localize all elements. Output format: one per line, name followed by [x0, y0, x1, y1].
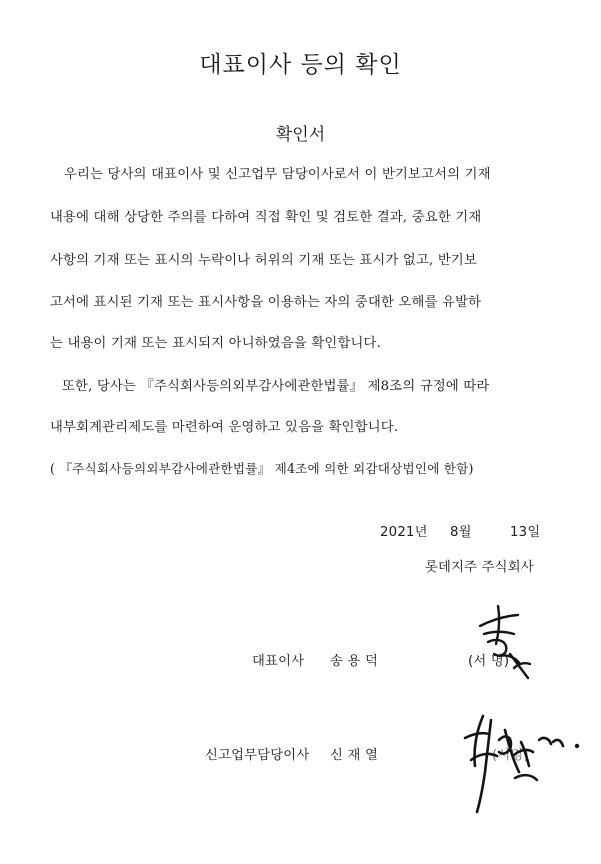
note-line: ( 『주식회사등의외부감사에관한법률』 제4조에 의한 외감대상법인에 한함)	[50, 461, 474, 476]
paragraph-line: 는 내용이 기재 또는 표시되지 아니하였음을 확인합니다.	[50, 336, 382, 351]
date-day: 13일	[510, 525, 541, 540]
paragraph-line: 내부회계관리제도를 마련하여 운영하고 있음을 확인합니다.	[50, 420, 399, 435]
signature-placeholder: (서 명)	[468, 654, 510, 669]
company-name: 롯데지주 주식회사	[425, 560, 534, 575]
paragraph-line: 우리는 당사의 대표이사 및 신고업무 담당이사로서 이 반기보고서의 기재	[64, 167, 491, 182]
paragraph-line: 고서에 표시된 기재 또는 표시사항을 이용하는 자의 중대한 오해를 유발하	[50, 295, 482, 310]
signer-name: 신 재 열	[330, 748, 378, 763]
signer-role: 신고업무담당이사	[205, 748, 310, 763]
date-year: 2021년	[380, 525, 428, 540]
paragraph-line: 내용에 대해 상당한 주의를 다하여 직접 확인 및 검토한 결과, 중요한 기재	[50, 210, 482, 225]
section-title: 확인서	[275, 125, 326, 145]
date-month: 8월	[450, 525, 472, 540]
signer-role: 대표이사	[252, 654, 305, 669]
handwritten-signature	[470, 598, 540, 683]
signature-placeholder: (서명)	[492, 748, 529, 763]
handwritten-signature	[455, 700, 590, 820]
signer-name: 송 용 덕	[330, 654, 378, 669]
paragraph-line: 사항의 기재 또는 표시의 누락이나 허위의 기재 또는 표시가 없고, 반기보	[50, 253, 477, 268]
paragraph-line: 또한, 당사는 『주식회사등의외부감사에관한법률』 제8조의 규정에 따라	[62, 379, 490, 394]
page-title: 대표이사 등의 확인	[199, 52, 402, 78]
